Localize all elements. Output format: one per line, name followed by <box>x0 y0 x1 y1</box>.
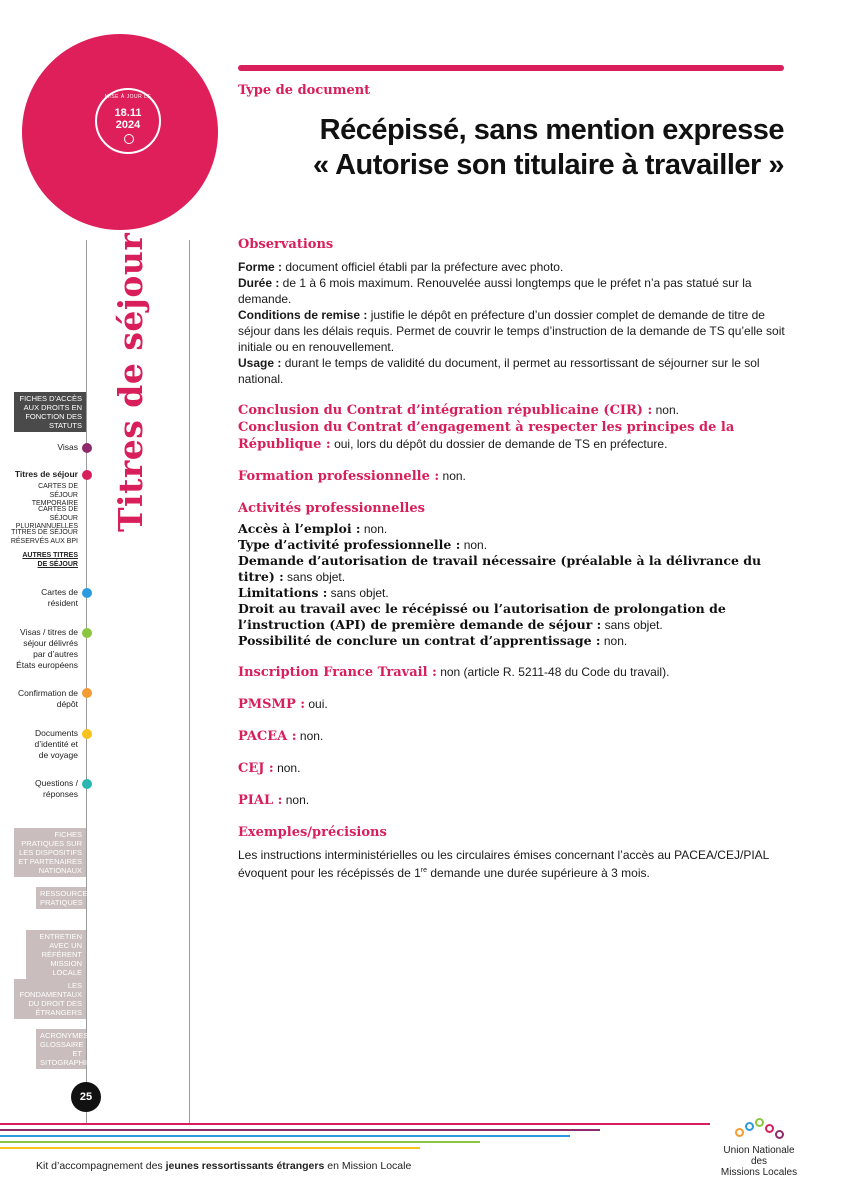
section-vertical-title <box>111 232 151 532</box>
nav-sub-bpi[interactable]: TITRES DE SÉJOUR RÉSERVÉS AUX BPI <box>10 529 78 545</box>
formation-line <box>238 468 788 485</box>
apprentissage-label: Possibilité de conclure un contrat d’apprentissage : <box>238 633 601 648</box>
pacea-text: non. <box>296 729 324 743</box>
nav-questions[interactable]: Questions / réponses <box>35 778 78 799</box>
doc-type-label: Type de document <box>238 83 371 98</box>
conditions-text: justifie le dépôt en préfecture d’un dossier complet de demande de titre de séjour dans les délais requis. Permet de couvrir le temps d’instruction de la demande de TS qu’elle soit initiale ou en renouvellement. <box>238 308 785 354</box>
france-travail-line <box>238 664 788 681</box>
demande-text: sans objet. <box>283 570 346 584</box>
exemples-heading: Exemples/précisions <box>238 825 387 840</box>
stamp-date-day: 18.11 <box>114 107 142 119</box>
footer-line-blue <box>0 1135 570 1137</box>
cer-text: oui, lors du dépôt du dossier de demande de TS en préfecture. <box>330 437 668 451</box>
stamp-ring-text: MISE À JOUR LE <box>104 94 152 100</box>
title-line-1: Récépissé, sans mention expresse <box>319 114 784 146</box>
logo-line-2: Missions Locales <box>720 1167 798 1178</box>
pmsmp-line <box>238 696 788 713</box>
demande-line <box>238 553 788 585</box>
pial-text: non. <box>282 793 310 807</box>
cej-text: non. <box>273 761 301 775</box>
tag-fiches-pratiques[interactable]: FICHES PRATIQUES SUR LES DISPOSITIFS ET PARTENAIRES NATIONAUX <box>14 828 86 877</box>
exemples-sup: re <box>420 867 428 874</box>
page-number: 25 <box>71 1082 101 1112</box>
cir-label: Conclusion du Contrat d’intégration républicaine (CIR) : <box>238 403 653 418</box>
content-divider <box>189 240 190 1125</box>
forme-line <box>238 259 788 275</box>
pacea-line <box>238 728 788 745</box>
droit-text: sans objet. <box>601 618 663 632</box>
vertical-title-text: Titres de séjour <box>111 232 150 532</box>
usage-line <box>238 355 788 387</box>
tag-ressources[interactable]: RESSOURCES PRATIQUES <box>36 887 86 909</box>
footer-line-green <box>0 1141 480 1143</box>
limitations-line <box>238 585 788 601</box>
conditions-label: Conditions de remise : <box>238 308 368 322</box>
people-logo-icon <box>718 1118 800 1142</box>
forme-label: Forme : <box>238 260 283 274</box>
conditions-line <box>238 307 788 355</box>
page-title <box>244 113 784 183</box>
exemples-text <box>238 847 788 881</box>
acces-line <box>238 521 788 537</box>
footer-text-post: en Mission Locale <box>324 1160 412 1172</box>
pmsmp-label: PMSMP : <box>238 697 306 712</box>
pacea-label: PACEA : <box>238 729 297 744</box>
apprentissage-line <box>238 633 788 649</box>
pial-line <box>238 792 788 809</box>
cej-line <box>238 760 788 777</box>
cej-label: CEJ : <box>238 761 274 776</box>
title-line-2: « Autorise son titulaire à travailler » <box>313 149 784 181</box>
droit-line <box>238 601 788 633</box>
france-travail-text: non (article R. 5211-48 du Code du travail). <box>436 665 670 679</box>
nav-sub-temporaire[interactable]: CARTES DE SÉJOUR TEMPORAIRE <box>31 483 78 507</box>
footer-line-yellow <box>0 1147 420 1149</box>
duree-text: de 1 à 6 mois maximum. Renouvelée aussi longtemps que le préfet n’a pas statué sur la demande. <box>238 276 752 306</box>
tag-fondamentaux[interactable]: LES FONDAMENTAUX DU DROIT DES ÉTRANGERS <box>14 979 86 1019</box>
cir-text: non. <box>652 403 679 417</box>
formation-text: non. <box>439 469 466 483</box>
formation-label: Formation professionnelle : <box>238 469 440 484</box>
nav-dot-visas <box>82 443 92 453</box>
limitations-label: Limitations : <box>238 585 328 600</box>
nav-dot-documents <box>82 729 92 739</box>
header-bar <box>238 65 784 71</box>
sidebar-line <box>86 240 87 1125</box>
footer-text-pre: Kit d’accompagnement des <box>36 1160 166 1172</box>
forme-text: document officiel établi par la préfecture avec photo. <box>282 260 564 274</box>
cer-label: Conclusion du Contrat d’engagement à respecter les principes de la République : <box>238 420 735 452</box>
acces-label: Accès à l’emploi : <box>238 521 361 536</box>
nav-documents[interactable]: Documents d’identité et de voyage <box>34 728 78 760</box>
footer-caption <box>36 1160 411 1172</box>
nav-dot-cartes <box>82 588 92 598</box>
nav-visas-europe[interactable]: Visas / titres de séjour délivrés par d’autres États européens <box>16 627 78 670</box>
exemples-text-2: demande une durée supérieure à 3 mois. <box>427 866 650 880</box>
nav-titres-sejour[interactable]: Titres de séjour <box>14 469 78 479</box>
observations-heading: Observations <box>238 237 334 252</box>
tag-acronymes[interactable]: ACRONYMES, GLOSSAIRE ET SITOGRAPHIE <box>36 1029 86 1069</box>
type-line <box>238 537 788 553</box>
duree-label: Durée : <box>238 276 280 290</box>
logo-line-1: Union Nationale des <box>723 1145 795 1167</box>
nav-confirmation[interactable]: Confirmation de dépôt <box>17 688 78 709</box>
nav-visas[interactable]: Visas <box>57 442 78 452</box>
nav-dot-questions <box>82 779 92 789</box>
nav-sub-pluriannuelles[interactable]: CARTES DE SÉJOUR PLURIANNUELLES <box>15 506 78 530</box>
footer-line-pink <box>0 1123 710 1125</box>
duree-line <box>238 275 788 307</box>
nav-dot-confirmation <box>82 688 92 698</box>
update-stamp <box>95 88 161 154</box>
france-travail-label: Inscription France Travail : <box>238 665 437 680</box>
cir-line <box>238 402 788 419</box>
pmsmp-text: oui. <box>305 697 328 711</box>
type-label: Type d’activité professionnelle : <box>238 537 461 552</box>
nav-cartes-resident[interactable]: Cartes de résident <box>41 587 78 608</box>
nav-dot-visas-eu <box>82 628 92 638</box>
demande-label: Demande d’autorisation de travail nécessaire (préalable à la délivrance du titre) : <box>238 553 762 584</box>
limitations-text: sans objet. <box>327 586 389 600</box>
smiley-icon <box>124 134 134 144</box>
usage-label: Usage : <box>238 356 282 370</box>
exemples-text-1: Les instructions interministérielles ou les circulaires émises concernant l’accès au PACEA/CEJ/PIAL évoquent pour les récépissés de 1 <box>238 848 769 880</box>
nav-sub-autres[interactable]: AUTRES TITRES DE SÉJOUR <box>22 552 78 568</box>
type-text: non. <box>460 538 488 552</box>
apprentissage-text: non. <box>600 634 628 648</box>
usage-text: durant le temps de validité du document, il permet au ressortissant de séjourner sur le sol national. <box>238 356 760 386</box>
pial-label: PIAL : <box>238 793 283 808</box>
acces-text: non. <box>360 522 388 536</box>
unml-logo <box>718 1118 800 1178</box>
main-content <box>238 236 788 881</box>
activites-heading: Activités professionnelles <box>238 501 425 516</box>
stamp-date-year: 2024 <box>115 119 141 131</box>
nav-dot-titres <box>82 470 92 480</box>
footer-text-bold: jeunes ressortissants étrangers <box>165 1160 325 1172</box>
cer-line <box>238 419 788 453</box>
tag-fiches-acces[interactable]: FICHES D’ACCÈS AUX DROITS EN FONCTION DES STATUTS <box>14 392 86 432</box>
footer-line-purple <box>0 1129 600 1131</box>
tag-entretien[interactable]: ENTRETIEN AVEC UN RÉFÉRENT MISSION LOCALE <box>26 930 86 979</box>
droit-label: Droit au travail avec le récépissé ou l’autorisation de prolongation de l’instruction (API) de première demande de séjour : <box>238 601 726 632</box>
